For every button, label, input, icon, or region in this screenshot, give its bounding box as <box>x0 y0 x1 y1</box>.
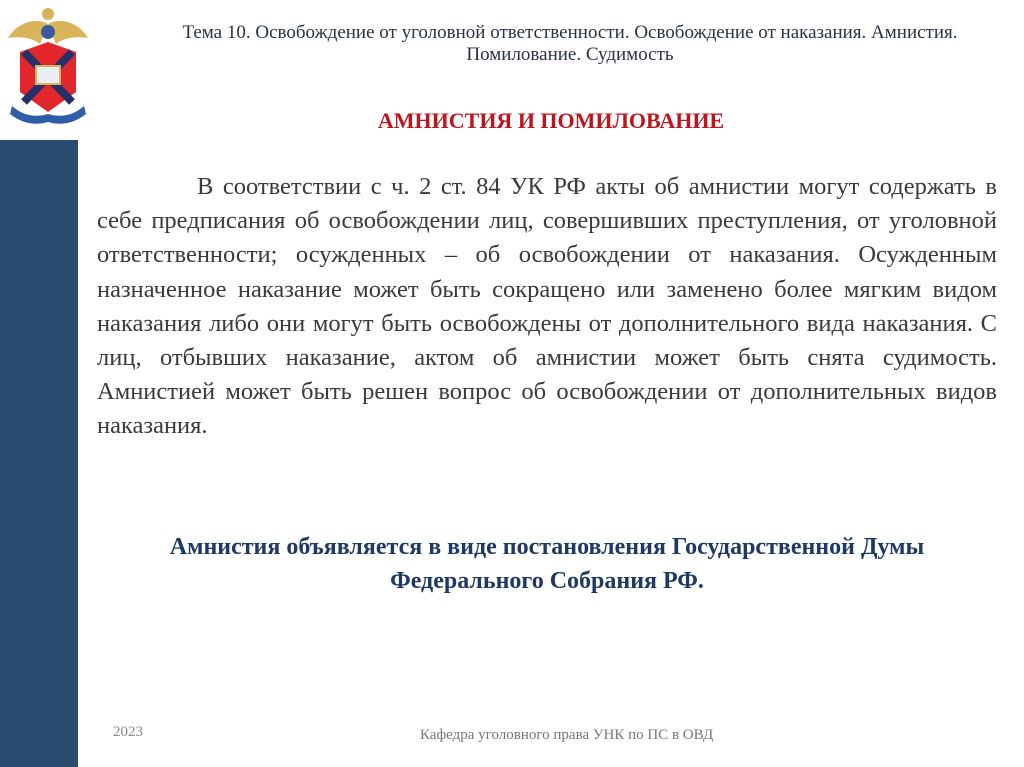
slide-body-text: В соответствии с ч. 2 ст. 84 УК РФ акты об амнистии могут содержать в себе предписания об освобождении лиц, совершивших преступления, от уголовной ответственности; осужденных – об освобождении от наказания. Осужденным назначенное наказание может быть сокращено или заменено более мягким видом наказания либо они могут быть освобождены от дополнительного вида наказания. С лиц, отбывших наказание, актом об амнистии может быть снята судимость. Амнистией может быть решен вопрос об освобождении от дополнительных видов наказания. <box>97 173 997 440</box>
footer-department: Кафедра уголовного права УНК по ПС в ОВД <box>420 727 714 743</box>
slide-heading: АМНИСТИЯ И ПОМИЛОВАНИЕ <box>377 108 725 133</box>
topic-title: Тема 10. Освобождение от уголовной ответственности. Освобождение от наказания. Амнистия. Помилование. Судимость <box>182 22 958 65</box>
slide-note: Амнистия объявляется в виде постановления Государственной Думы Федерального Собрания РФ. <box>169 534 925 594</box>
sidebar-band <box>0 140 78 767</box>
footer-year: 2023 <box>113 724 143 740</box>
